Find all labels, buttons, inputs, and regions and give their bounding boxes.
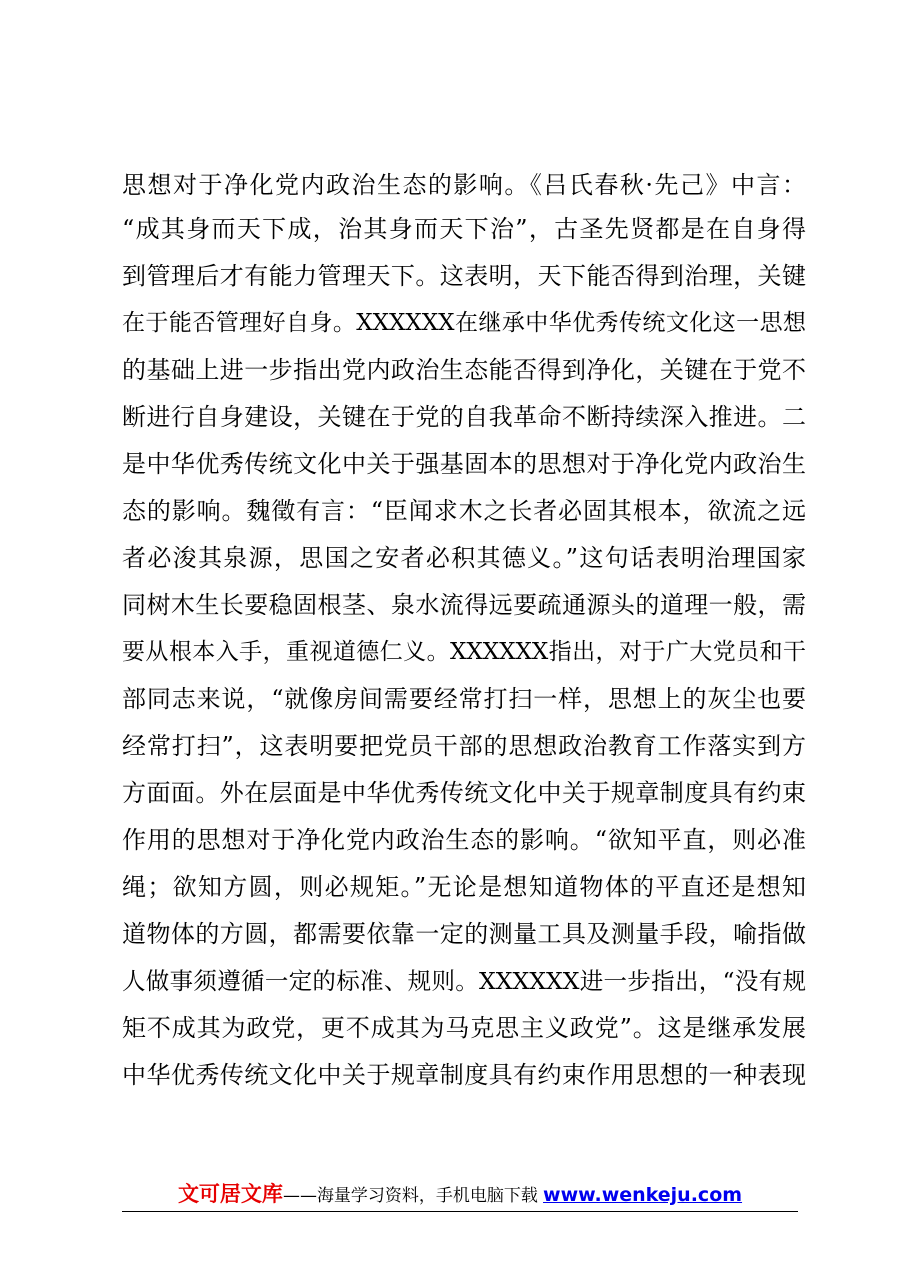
text-line: 绳；欲知方圆，则必规矩。”无论是想知道物体的平直还是想知 — [122, 873, 806, 901]
text-line: 的基础上进一步指出党内政治生态能否得到净化，关键在于党不 — [122, 356, 806, 384]
text-line: 在于能否管理好自身。XXXXXX在继承中华优秀传统文化这一思想 — [122, 310, 806, 336]
text-line: 人做事须遵循一定的标准、规则。XXXXXX进一步指出，“没有规 — [122, 967, 806, 995]
text-line: 矩不成其为政党，更不成其为马克思主义政党”。这是继承发展 — [122, 1014, 806, 1042]
footer-divider — [122, 1211, 798, 1212]
text-line: 经常打扫”，这表明要把党员干部的思想政治教育工作落实到方 — [122, 732, 806, 760]
page-footer — [122, 1178, 798, 1212]
text-line: 要从根本入手，重视道德仁义。XXXXXX指出，对于广大党员和干 — [122, 639, 806, 665]
text-line: 思想对于净化党内政治生态的影响。《吕氏春秋·先己》中言： — [122, 171, 806, 199]
text-line: 道物体的方圆，都需要依靠一定的测量工具及测量手段，喻指做 — [122, 920, 806, 948]
footer-website-link[interactable]: www.wenkeju.com — [543, 1184, 743, 1206]
text-line: 同树木生长要稳固根茎、泉水流得远要疏通源头的道理一般，需 — [122, 591, 806, 619]
text-line: 作用的思想对于净化党内政治生态的影响。“欲知平直，则必准 — [122, 826, 806, 854]
footer-brand: 文可居文库 — [177, 1182, 283, 1206]
text-line: 断进行自身建设，关键在于党的自我革命不断持续深入推进。二 — [122, 403, 806, 431]
text-line: 中华优秀传统文化中关于规章制度具有约束作用思想的一种表现 — [122, 1061, 806, 1089]
footer-tagline: ——海量学习资料，手机电脑下载 — [282, 1186, 538, 1206]
text-line: 者必浚其泉源，思国之安者必积其德义。”这句话表明治理国家 — [122, 544, 806, 572]
text-line: “成其身而天下成，治其身而天下治”，古圣先贤都是在自身得 — [122, 215, 806, 243]
text-line: 到管理后才有能力管理天下。这表明，天下能否得到治理，关键 — [122, 262, 806, 290]
text-line: 是中华优秀传统文化中关于强基固本的思想对于净化党内政治生 — [122, 450, 806, 478]
text-line: 方面面。外在层面是中华优秀传统文化中关于规章制度具有约束 — [122, 779, 806, 807]
text-line: 态的影响。魏徵有言：“臣闻求木之长者必固其根本，欲流之远 — [122, 497, 806, 525]
body-text — [122, 165, 806, 1099]
text-line: 部同志来说，“就像房间需要经常打扫一样，思想上的灰尘也要 — [122, 685, 806, 713]
